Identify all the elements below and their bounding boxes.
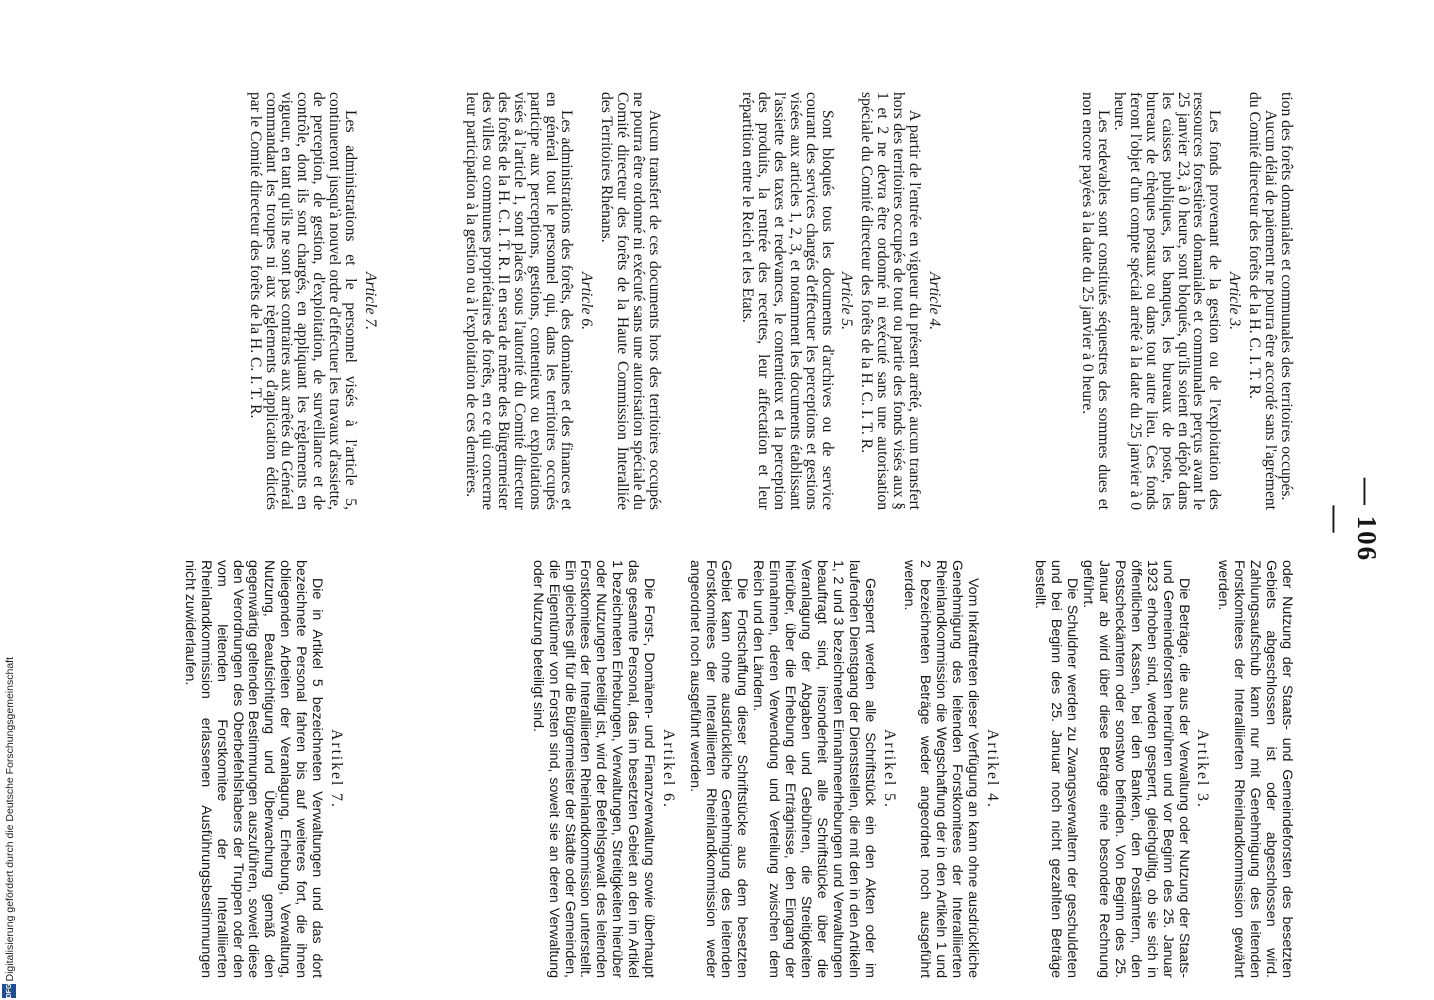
french-article-5-para-1: Sont bloqués tous les documents d'archives ou de service courant des services chargés d'effectuer les perceptions et gestions visées aux articles 1, 2, 3, et notamment les documents établissant l'assiette des taxes et redevances, le contentieux et la perception des produits, la rentrée des recettes, leur affectation et leur répartition entre le Reich et les Etats. <box>739 92 836 510</box>
german-article-5-para-1: Gesperrt werden alle Schriftstück ein den Akten oder im laufenden Dienstgang der Dienststellen, die mit den in den Artikeln 1, 2 und 3 bezeichneten Einnahmeerhebungen und Verwaltungen beauftragt sind, insonderheit alle Schriftstücke über die Veranlagung der Abgaben und Gebühren, die Streitigkeiten hierüber, über die Erhebung der Erträgnisse, den Eingang der Einnahmen, deren Verwendung und Verteilung zwischen dem Reich und den Ländern. <box>750 560 878 979</box>
german-article-3-para-1: Die Beträge, die aus der Verwaltung oder Nutzung der Staats- und Gemeindeforsten herrühren und vor Beginn des 25. Januar 1923 erhoben sind, werden gesperrt, gleichgültig, ob sie sich in öffentlichen Kassen, bei den Banken, den Postämtern, den Postscheckämtern oder sonstwo befinden. Von Beginn des 25. Januar ab wird über diese Beträge eine besondere Rechnung geführt. <box>1080 560 1192 978</box>
german-article-5-heading: Artikel 5. <box>880 729 898 809</box>
page-number: — 106 — <box>1321 477 1382 563</box>
french-article-3-heading: Article 3. <box>1226 271 1244 331</box>
german-column-part-4 <box>181 560 348 978</box>
french-article-5-heading: Article 5. <box>838 271 856 331</box>
french-column-part-1 <box>1079 92 1294 510</box>
french-article-7-heading: Article 7. <box>362 271 379 331</box>
german-column-part-2 <box>686 560 1004 978</box>
french-article-7-para-1: Les administrations et le personnel visés à l'article 5, continueront jusqu'à nouvel ordre d'effectuer les travaux d'assiette, de perception, de gestion, d'exploitation, de surveillance et de contrôle, dont ils sont chargés, en appliquant les règlements en vigueur, en tant qu'ils ne sont pas contraires aux arrêtés du Général commandant les troupes ni aux règlements d'application édictés par le Comité directeur des forêts de la H. C. I. T. R. <box>246 92 360 510</box>
german-article-3-heading: Artikel 3. <box>1194 729 1212 809</box>
french-column-part-4 <box>247 92 382 510</box>
digitization-credit: Digitalisierung gefördert durch die Deutsche Forschungsgemeinschaft <box>4 657 16 982</box>
french-article-3-para-2: Les redevables sont constitués séquestres des sommes dues et non encore payées à la date du 25 janvier à 0 heure. <box>1079 92 1113 510</box>
french-intro-1: tion des forêts domaniales et communales des territoires occupés. <box>1278 92 1295 501</box>
french-article-4-heading: Article 4. <box>926 271 943 331</box>
dfg-logo: DFG <box>2 984 16 998</box>
german-article-7-heading: Artikel 7. <box>328 729 345 809</box>
german-article-7-para-1: Die in Artikel 5 bezeichneten Verwaltungen und das dort bezeichnete Personal fahren bis auf weiteres fort, die ihnen obliegenden Arbeiten der Veranlagung, Erhebung, Verwaltung, Nutzung, Beaufsichtigung und Überwachung gemäß den gegenwärtig geltenden Bestimmungen auszuführen, soweit diese den Verordnungen des Oberbefehlshabers der Truppen oder den vom leitenden Forstkomitee der Interalliierten Rheinlandkommission erlassenen Ausführungsbestimmungen nicht zuwiderlaufen. <box>181 560 326 978</box>
french-article-4-para-1: A partir de l'entrée en vigueur du présent arrêté, aucun transfert hors des territoires occupés de tout ou partie des fonds visés aux § 1 et 2 ne devra être ordonné ni exécuté sans une autorisation spéciale du Comité directeur des forêts de la H. C. I. T. R. <box>858 92 924 510</box>
german-article-6-para-1: Die Forst-, Domänen- und Finanzverwaltung sowie überhaupt das gesamte Personal, das im besetzten Gebiet an den im Artikel 1 bezeichneten Erhebungen, Verwaltungen, Streitigkeiten hierüber oder Nutzungen beteiligt ist, wird der Befehlsgewalt des leitenden Forstkomitees der Interalliierten Rheinlandkommission unterstellt. Ein gleiches gilt für die Bürgermeister der Städte oder Gemeinden, die Eigentümer von Forsten sind, soweit sie an deren Verwaltung oder Nutzung beteiligt sind. <box>529 560 658 978</box>
german-article-3-para-2: Die Schuldner werden zu Zwangsverwaltern der geschuldeten und bei Beginn des 25. Januar noch nicht gezahlten Beträge bestellt. <box>1032 560 1081 978</box>
german-intro-1: oder Nutzung der Staats- und Gemeindeforsten des besetzten Gebiets abgeschlossen ist oder abgeschlossen wird. Zahlungsaufschub kann nur mit Genehmigung des leitenden Forstkomitees der Interalliierten Rheinlandkommission gewährt werden. <box>1215 560 1295 978</box>
german-column-part-3 <box>529 560 680 978</box>
french-column-part-2 <box>739 92 946 510</box>
french-column-part-3 <box>463 92 662 510</box>
french-article-5-para-2: Aucun transfert de ces documents hors des territoires occupés ne pourra être ordonné ni exécuté sans une autorisation spéciale du Comité directeur des forêts de la Haute Commission Interalliée des Territoires Rhénans. <box>598 92 663 510</box>
french-article-3-para-1: Les fonds provenant de la gestion ou de l'exploitation des ressources forestières domaniales et communales perçus avant le 25 janvier 23, à 0 heure, sont bloqués, qu'ils soient en dépôt dans les caisses publiques, les banques, les bureaux de poste, les bureaux de chèques postaux ou dans tout autre lieu. Ces fonds feront l'objet d'un compte spécial arrêté à la date du 25 janvier à 0 heure. <box>1110 92 1224 510</box>
french-article-6-para-1: Les administrations des forêts, des domaines et des finances et en général tout le personnel qui, dans les territoires occupés participe aux perceptions, gestions, contentieux ou exploitations visés à l'article 1, sont placés sous l'autorité du Comité directeur des forêts de la H. C. I. T. R. Il en sera de même des Bürgermeister des villes ou communes propriétaires de forêts, en ce qui concerne leur participation à la gestion ou à l'exploitation de ces dernières. <box>463 92 576 510</box>
german-column-part-1 <box>1032 560 1295 978</box>
german-article-6-heading: Artikel 6. <box>660 729 677 809</box>
german-article-5-para-2: Die Fortschaffung dieser Schriftstücke aus dem besetzten Gebiet kann ohne ausdrückliche Genehmigung des leitenden Forstkomitees der Interalliierten Rheinlandkommission weder angeordnet noch ausgeführt werden. <box>686 560 751 978</box>
german-article-4-heading: Artikel 4. <box>984 729 1001 809</box>
french-intro-2: Aucun délai de paiement ne pourra être accordé sans l'agrément du Comité directeur des forêts de la H. C. I. T. R. <box>1246 92 1280 510</box>
german-article-4-para-1: Vom Inkrafttreten dieser Verfügung an kann ohne ausdrückliche Genehmigung des leitenden Forstkomitees der Interalliierten Rheinlandkommission die Wegschaffung der in den Artikeln 1 und 2 bezeichneten Beträge weder angeordnet noch ausgeführt werden. <box>901 560 982 978</box>
french-article-6-heading: Article 6. <box>578 271 596 331</box>
